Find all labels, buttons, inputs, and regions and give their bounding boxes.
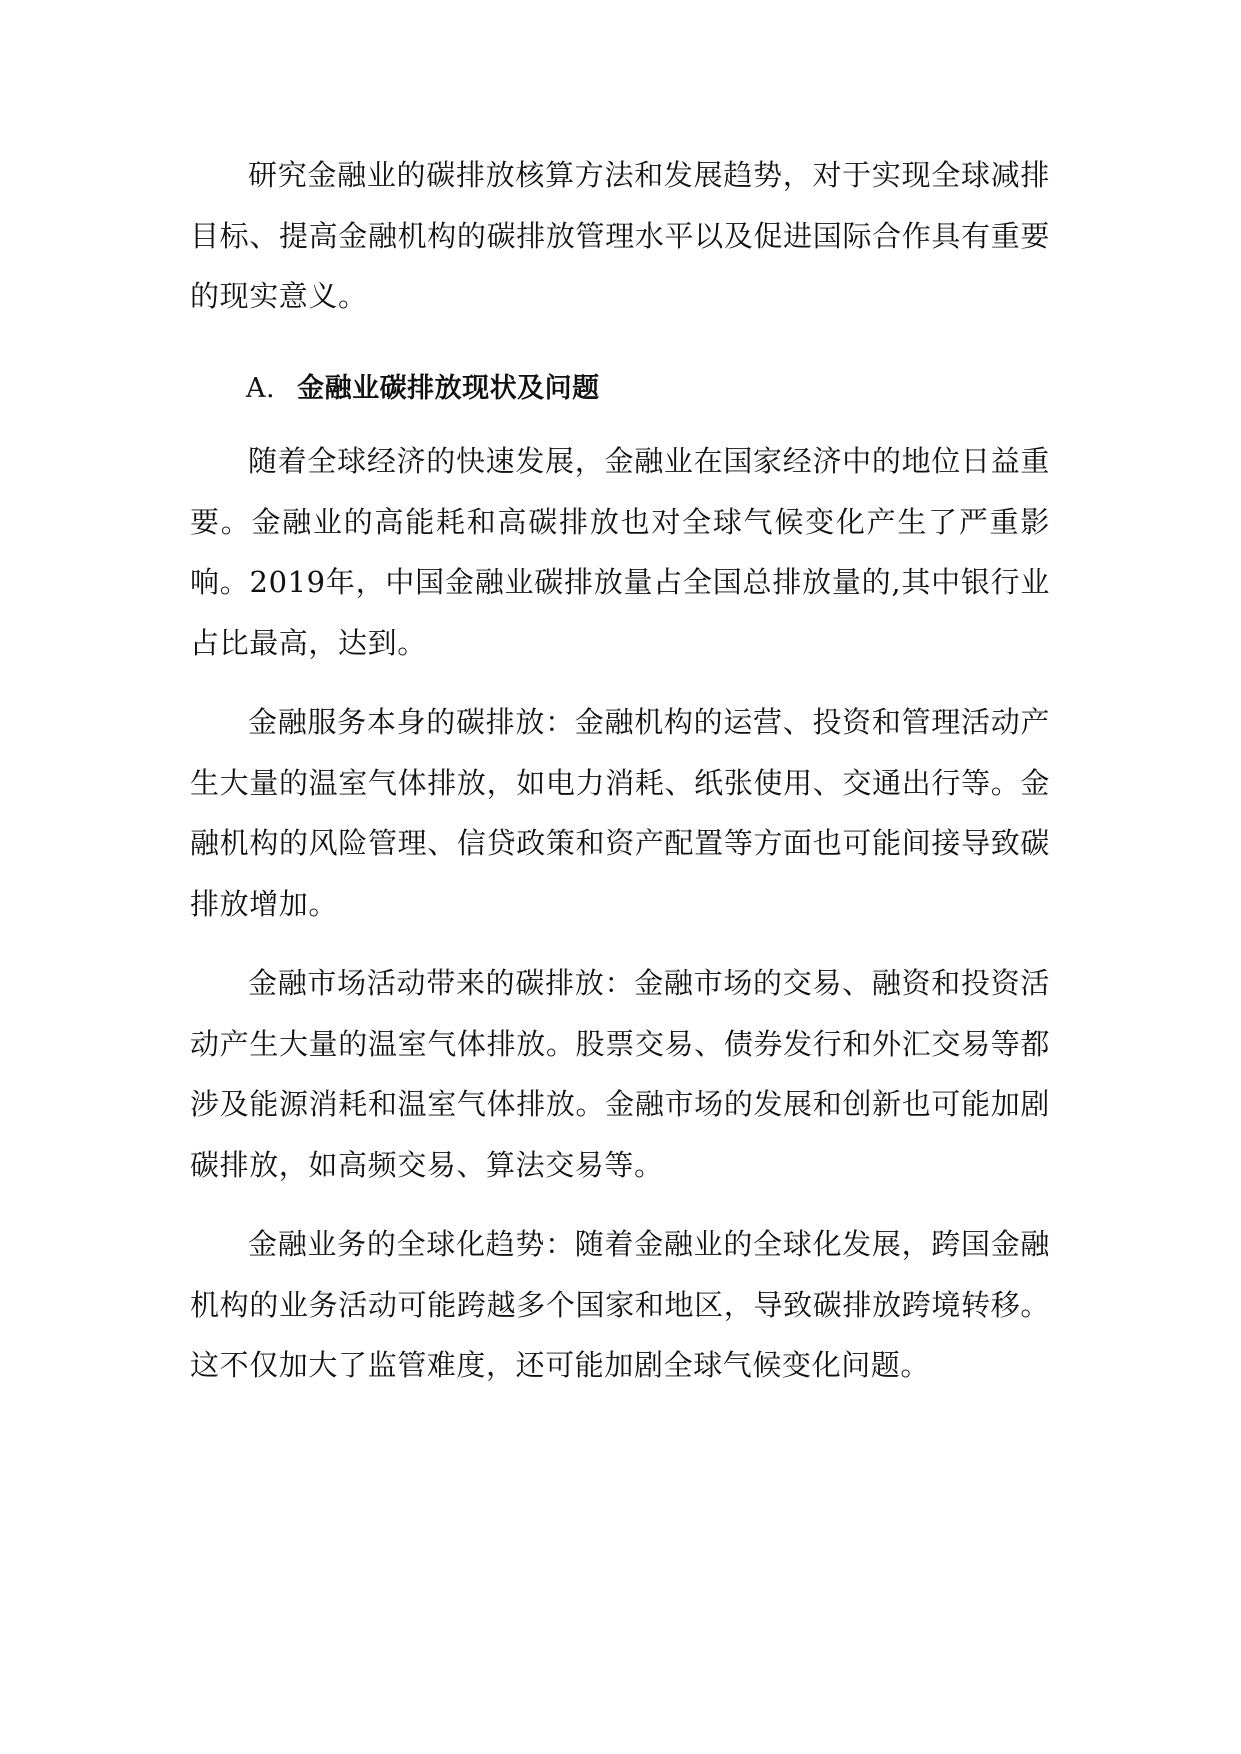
body-paragraph-3: 金融市场活动带来的碳排放：金融市场的交易、融资和投资活动产生大量的温室气体排放。股票交易、债券发行和外汇交易等都涉及能源消耗和温室气体排放。金融市场的发展和创新也可能加剧碳排放，如高频交易、算法交易等。 [190, 966, 1050, 1182]
body-paragraph-4: 金融业务的全球化趋势：随着金融业的全球化发展，跨国金融机构的业务活动可能跨越多个国家和地区，导致碳排放跨境转移。这不仅加大了监管难度，还可能加剧全球气候变化问题。 [190, 1227, 1050, 1382]
intro-paragraph: 研究金融业的碳排放核算方法和发展趋势，对于实现全球减排目标、提高金融机构的碳排放管理水平以及促进国际合作具有重要的现实意义。 [190, 158, 1050, 313]
section-number: A. [246, 372, 276, 404]
section-title: 金融业碳排放现状及问题 [297, 372, 600, 404]
document-page [190, 145, 1050, 1415]
body-paragraph-1: 随着全球经济的快速发展，金融业在国家经济中的地位日益重要。金融业的高能耗和高碳排放也对全球气候变化产生了严重影响。2019年，中国金融业碳排放量占全国总排放量的,其中银行业占比最高，达到。 [190, 444, 1050, 660]
body-paragraph-2: 金融服务本身的碳排放：金融机构的运营、投资和管理活动产生大量的温室气体排放，如电力消耗、纸张使用、交通出行等。金融机构的风险管理、信贷政策和资产配置等方面也可能间接导致碳排放增加。 [190, 705, 1050, 921]
section-heading [190, 359, 1050, 420]
